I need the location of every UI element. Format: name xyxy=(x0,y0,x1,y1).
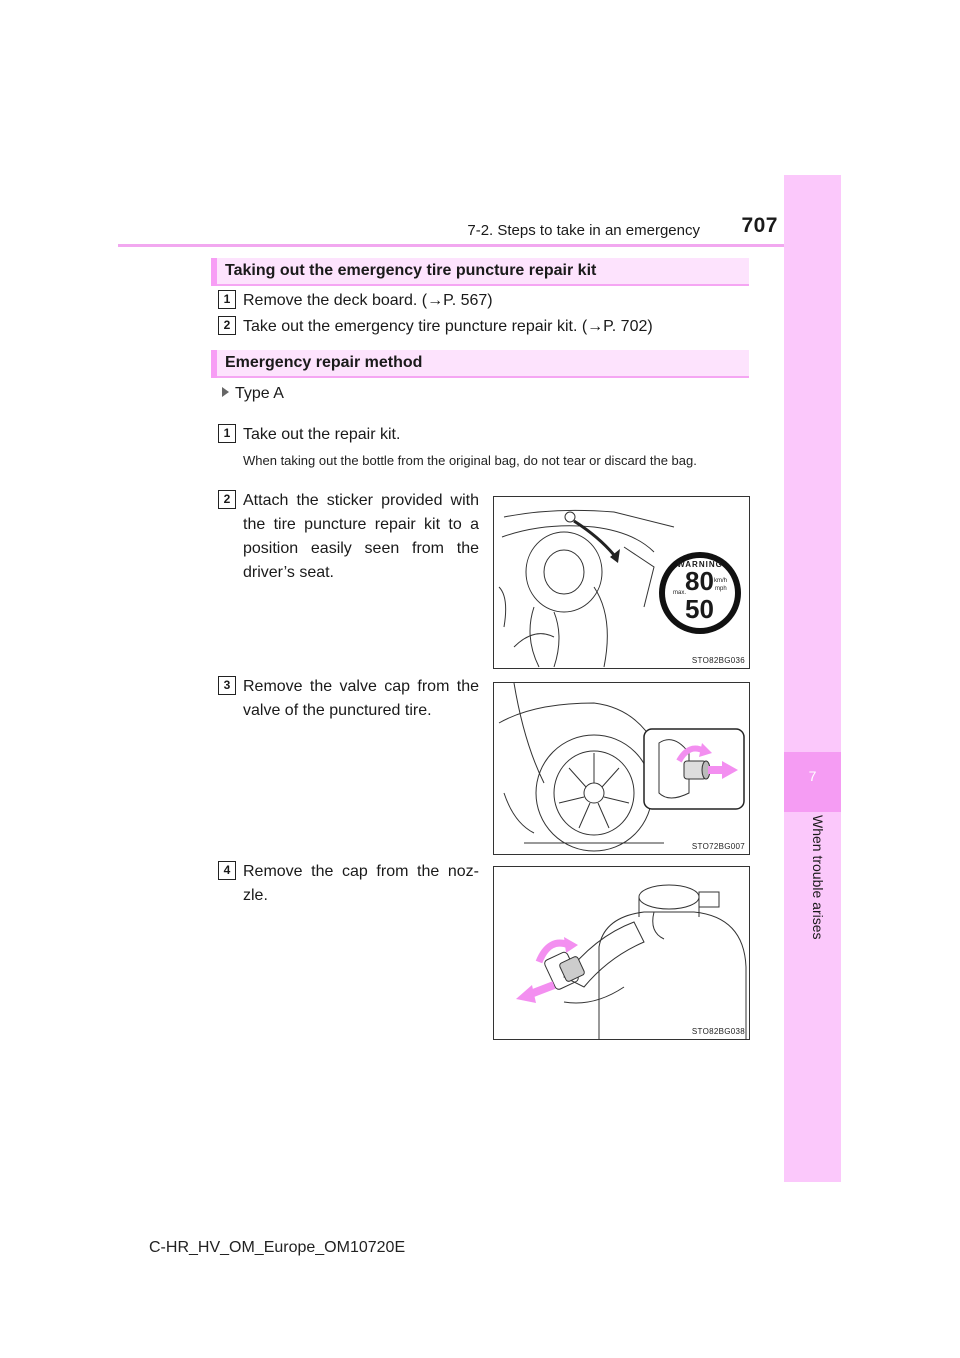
header-title: 7-2. Steps to take in an emergency xyxy=(467,222,700,239)
step-number-box: 4 xyxy=(218,861,236,880)
sticker-kmh-unit: km/h xyxy=(714,578,728,584)
step-text: Take out the emergency tire puncture repair kit. (→P. 702) xyxy=(243,318,653,335)
step-text: Attach the sticker provided with the tire puncture repair kit to a position easily seen from the driver’s seat. xyxy=(243,492,479,581)
figure-code: STO72BG007 xyxy=(691,842,745,851)
step-number-box: 2 xyxy=(218,316,236,335)
figure-code: STO82BG036 xyxy=(691,656,745,665)
figure-valve-cap xyxy=(493,682,750,855)
step-text: Take out the repair kit. xyxy=(243,426,401,443)
figure-sticker-placement xyxy=(493,496,750,669)
step-text: Remove the valve cap from the valve of the punctured tire. xyxy=(243,678,479,719)
chapter-number: 7 xyxy=(808,768,817,784)
section-heading-taking-out: Taking out the emergency tire puncture repair kit xyxy=(211,258,749,286)
subheading-type: Type A xyxy=(222,383,284,405)
warning-sticker xyxy=(659,552,741,634)
step-number-box: 1 xyxy=(218,290,236,309)
section-heading-emergency-repair: Emergency repair method xyxy=(211,350,749,378)
bottle-illustration xyxy=(494,867,750,1040)
step-text: Remove the cap from the noz-zle. xyxy=(243,863,479,904)
step-text: Remove the deck board. (→P. 567) xyxy=(243,292,493,309)
step-number-box: 2 xyxy=(218,490,236,509)
step-note: When taking out the bottle from the original bag, do not tear or discard the bag. xyxy=(243,453,697,468)
sticker-warning-text: WARNING xyxy=(677,560,723,569)
sticker-kmh-value: 80 xyxy=(685,566,714,596)
figure-nozzle-cap xyxy=(493,866,750,1040)
footer-doc-id: C-HR_HV_OM_Europe_OM10720E xyxy=(149,1239,406,1256)
header-rule xyxy=(118,244,784,247)
step-number-box: 3 xyxy=(218,676,236,695)
sticker-max-label: max. xyxy=(673,590,687,596)
chapter-side-tab xyxy=(784,175,841,1182)
sticker-mph-unit: mph xyxy=(715,586,727,592)
wheel-illustration xyxy=(494,683,750,855)
figure-code: STO82BG038 xyxy=(691,1027,745,1036)
sticker-mph-value: 50 xyxy=(685,594,714,624)
page-number: 707 xyxy=(741,214,778,237)
step-number-box: 1 xyxy=(218,424,236,443)
triangle-bullet-icon xyxy=(222,387,229,397)
chapter-title: When trouble arises xyxy=(810,815,826,940)
